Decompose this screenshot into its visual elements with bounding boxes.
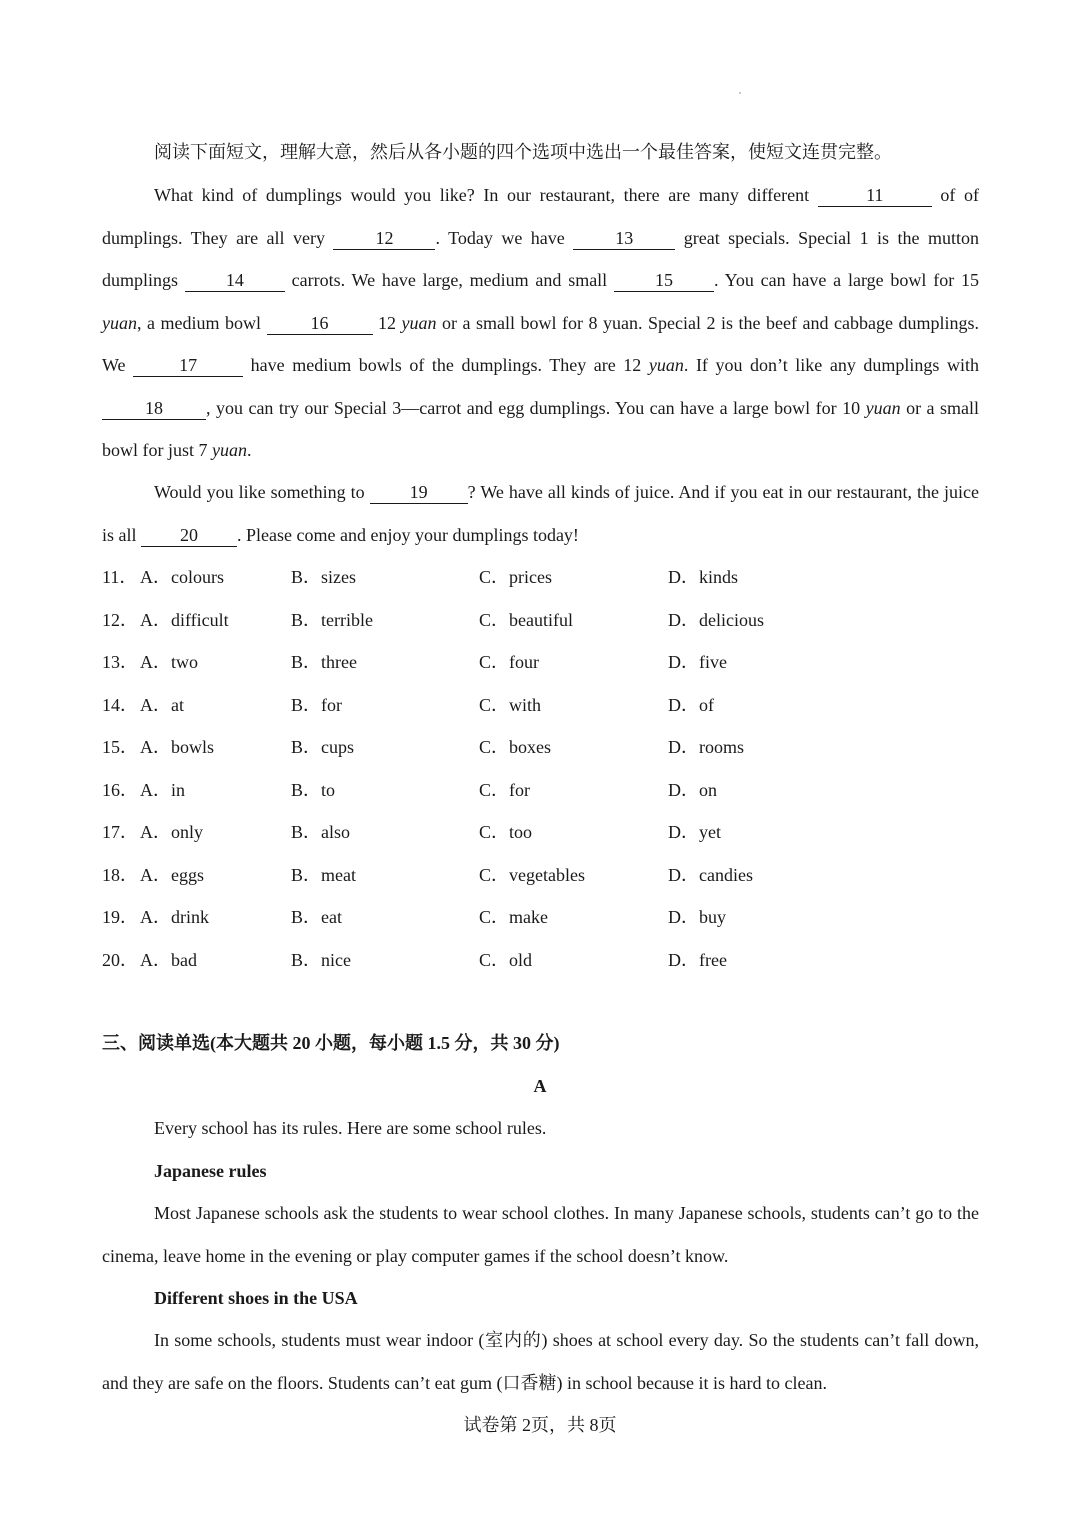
option-row	[102, 854, 902, 897]
question-number: 19．	[102, 907, 138, 927]
option-a: A．in	[140, 779, 185, 800]
option-c: C．for	[479, 779, 530, 800]
scan-dot	[739, 92, 741, 94]
option-c: C．beautiful	[479, 609, 573, 630]
option-row	[102, 556, 902, 599]
option-b: B．cups	[291, 737, 354, 757]
option-d: D．rooms	[668, 737, 744, 757]
option-a: A．bowls	[140, 737, 215, 757]
option-a: A．drink	[140, 907, 209, 927]
option-row	[102, 939, 902, 982]
question-number: 14．	[102, 694, 138, 715]
option-row	[102, 769, 902, 812]
option-a: A．colours	[140, 567, 224, 587]
cloze-instruction: 阅读下面短文，理解大意，然后从各小题的四个选项中选出一个最佳答案，使短文连贯完整。	[154, 142, 892, 162]
option-row	[102, 641, 902, 684]
option-c: C．boxes	[479, 737, 551, 757]
option-b: B．meat	[291, 864, 356, 885]
option-a: A．eggs	[140, 864, 204, 885]
blank-18: 18	[102, 397, 206, 420]
question-number: 11．	[102, 567, 138, 587]
option-c: C．four	[479, 652, 539, 672]
option-row	[102, 684, 902, 727]
question-number: 13．	[102, 652, 138, 672]
blank-16: 16	[267, 312, 373, 335]
option-b: B．nice	[291, 949, 351, 970]
blank-11: 11	[818, 184, 932, 207]
option-b: B．for	[291, 694, 342, 715]
option-b: B．sizes	[291, 567, 356, 587]
option-row	[102, 599, 902, 642]
option-row	[102, 726, 902, 769]
reading-intro: Every school has its rules. Here are some school rules.	[154, 1118, 547, 1138]
option-d: D．five	[668, 652, 727, 672]
option-d: D．delicious	[668, 609, 764, 630]
option-b: B．also	[291, 822, 351, 842]
cloze-paragraph-1: What kind of dumplings would you like? In our restaurant, there are many different 11 of of dumplings. They are all very 12 . Today we have 13 great specials. Special 1 is the mutton dumplings 14 carrots. We have large, medium and small 15 . You can have a large bowl for 15 yuan, a medium bowl 16 12 yuan or a small bowl for 8 yuan. Special 2 is the beef and cabbage dumplings. We 17 have medium bowls of the dumplings. They are 12 yuan. If you don’t like any dumplings with 18 , you can try our Special 3—carrot and egg dumplings. You can have a large bowl for 10 yuan or a small bowl for just 7 yuan.	[102, 185, 980, 460]
option-d: D．buy	[668, 907, 726, 927]
option-a: A．bad	[140, 949, 197, 970]
blank-19: 19	[370, 481, 468, 504]
option-d: D．yet	[668, 822, 721, 842]
option-b: B．to	[291, 779, 336, 800]
option-b: B．eat	[291, 907, 342, 927]
option-c: C．with	[479, 694, 542, 715]
question-number: 18．	[102, 864, 138, 885]
passage-label: A	[533, 1076, 547, 1096]
reading-body-2: In some schools, students must wear indoor (室内的) shoes at school every day. So the students can’t fall down, and they are safe on the floors. Students can’t eat gum (口香糖) in school because it is hard to clean.	[102, 1330, 979, 1393]
blank-17: 17	[133, 354, 243, 377]
subheading-japanese-rules: Japanese rules	[154, 1161, 267, 1181]
cloze-paragraph-2: Would you like something to 19 ? We have all kinds of juice. And if you eat in our restaurant, the juice is all 20 . Please come and enjoy your dumplings today!	[102, 482, 979, 545]
option-row	[102, 811, 902, 854]
option-c: C．too	[479, 822, 533, 842]
option-d: D．kinds	[668, 567, 739, 587]
section-3-title: 三、阅读单选(本大题共 20 小题，每小题 1.5 分，共 30 分)	[102, 1033, 560, 1053]
option-c: C．vegetables	[479, 864, 585, 885]
page-footer: 试卷第 2页，共 8页	[463, 1415, 617, 1435]
option-a: A．only	[140, 822, 203, 842]
option-row	[102, 896, 902, 939]
option-d: D．candies	[668, 864, 753, 885]
question-number: 12．	[102, 609, 138, 630]
option-d: D．of	[668, 694, 714, 715]
option-c: C．prices	[479, 567, 552, 587]
question-number: 20．	[102, 949, 138, 970]
option-d: D．free	[668, 949, 727, 970]
blank-13: 13	[573, 227, 675, 250]
answer-options	[102, 556, 902, 981]
question-number: 16．	[102, 779, 138, 800]
option-a: A．difficult	[140, 609, 229, 630]
option-a: A．two	[140, 652, 198, 672]
subheading-usa-shoes: Different shoes in the USA	[154, 1288, 358, 1308]
question-number: 15．	[102, 737, 138, 757]
option-a: A．at	[140, 694, 184, 715]
blank-14: 14	[185, 269, 285, 292]
option-c: C．make	[479, 907, 548, 927]
question-number: 17．	[102, 822, 138, 842]
blank-20: 20	[141, 524, 237, 547]
option-c: C．old	[479, 949, 533, 970]
blank-12: 12	[333, 227, 435, 250]
option-b: B．terrible	[291, 609, 373, 630]
option-b: B．three	[291, 652, 357, 672]
reading-body-1: Most Japanese schools ask the students to wear school clothes. In many Japanese schools, students can’t go to the cinema, leave home in the evening or play computer games if the school doesn’t know.	[102, 1203, 979, 1266]
blank-15: 15	[614, 269, 714, 292]
option-d: D．on	[668, 779, 717, 800]
